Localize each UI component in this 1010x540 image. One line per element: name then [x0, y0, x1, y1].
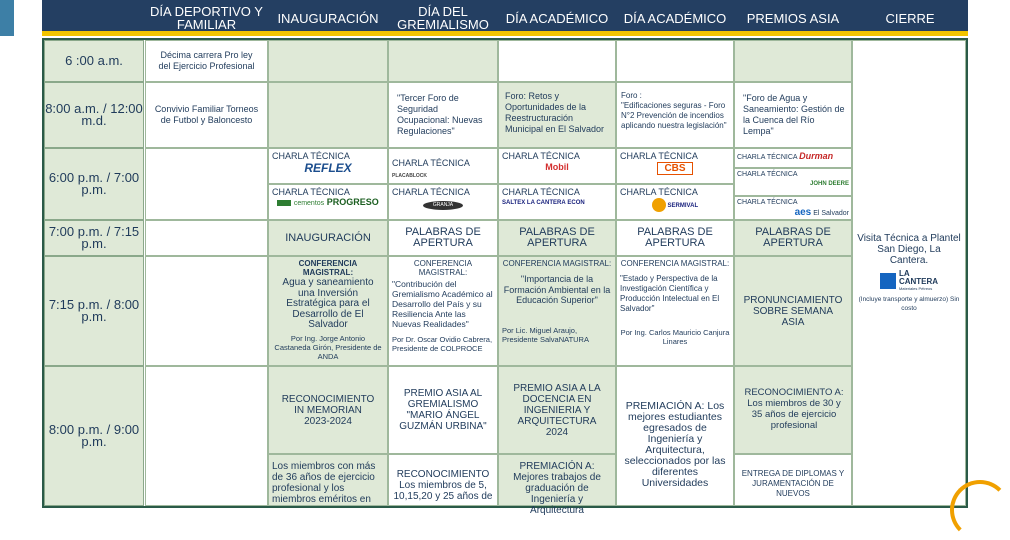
cell-juramentacion: ENTREGA DE DIPLOMAS Y JURAMENTACIÓN DE NUEVOS — [734, 454, 852, 506]
header-cierre: CIERRE — [885, 10, 935, 26]
cell-in-memorian: RECONOCIMIENTO IN MEMORIAN 2023-2024 — [268, 366, 388, 454]
cell-carrera: Décima carrera Pro ley del Ejercicio Profesional — [145, 40, 268, 82]
visita-tecnica: Visita Técnica a Plantel San Diego, La Cantera. — [857, 233, 961, 266]
charla-label: CHARLA TÉCNICA — [272, 151, 350, 161]
cell-reconocimiento-36: Los miembros con más de 36 años de ejercicio profesional y los miembros eméritos en — [268, 454, 388, 506]
cell-empty — [145, 220, 268, 256]
cell-empty — [388, 40, 498, 82]
conferencia-label: CONFERENCIA MAGISTRAL: — [298, 259, 358, 277]
time-row-4: 7:00 p.m. / 7:15 p.m. — [44, 220, 144, 256]
la-cantera-logo-sub: Materiales Pétreos — [898, 286, 933, 291]
cbs-logo: CBS — [657, 162, 692, 175]
granja-logo: GRANJA — [423, 201, 463, 210]
la-cantera-logo-line1: LA — [898, 269, 910, 278]
time-row-1: 6 :00 a.m. — [44, 40, 144, 82]
cell-foro-municipal: Foro: Retos y Oportunidades de la Reestructuración Municipal en El Salvador — [498, 82, 616, 148]
mobil-logo: Mobil — [545, 162, 569, 172]
header-gremialismo: DÍA DEL GREMIALISMO — [397, 4, 489, 32]
cell-inauguracion: INAUGURACIÓN — [268, 220, 388, 256]
cell-empty — [616, 40, 734, 82]
cell-convivio: Convivio Familiar Torneos de Futbol y Baloncesto — [145, 82, 268, 148]
cell-foro-seguridad: "Tercer Foro de Seguridad Ocupacional: Nuevas Regulaciones" — [388, 82, 498, 148]
aes-logo: aes — [794, 207, 812, 218]
cell-charla-durman — [734, 148, 852, 168]
cell-empty — [145, 256, 268, 366]
conferencia-speaker: Por Ing. Carlos Mauricio Canjura Linares — [620, 328, 730, 346]
econ-logo: ECON — [567, 200, 585, 206]
foro-label: Foro : — [621, 91, 642, 100]
header-inauguracion: INAUGURACIÓN — [277, 10, 379, 26]
header-deportivo: DÍA DEPORTIVO Y FAMILIAR — [150, 4, 263, 32]
progreso-logo: PROGRESO — [326, 197, 379, 207]
la-cantera-logo-line2: CANTERA — [898, 277, 939, 286]
la-cantera-logo — [880, 270, 938, 291]
decorative-arc — [950, 480, 1010, 540]
cell-reconocimiento-30: RECONOCIMIENTO A: Los miembros de 30 y 35 años de ejercicio profesional — [734, 366, 852, 454]
placablock-logo: PLACABLOCK — [392, 173, 427, 179]
charla-label: CHARLA TÉCNICA — [620, 151, 698, 161]
cell-empty — [268, 40, 388, 82]
cierre-note: (Incluye transporte y almuerzo) Sin costo — [858, 296, 960, 312]
cell-conferencia-canjura — [616, 256, 734, 366]
header-academico-2: DÍA ACADÉMICO — [623, 10, 727, 26]
cell-apertura: PALABRAS DE APERTURA — [734, 220, 852, 256]
charla-label: CHARLA TÉCNICA — [620, 187, 698, 197]
cell-premiacion-trabajos: PREMIACIÓN A: Mejores trabajos de graduación de Ingeniería y Arquitectura — [498, 454, 616, 506]
cell-charla-saltex — [498, 184, 616, 220]
cell-conferencia-anda — [268, 256, 388, 366]
cell-charla-granja — [388, 184, 498, 220]
cell-apertura: PALABRAS DE APERTURA — [616, 220, 734, 256]
cell-empty — [268, 82, 388, 148]
time-row-6: 8:00 p.m. / 9:00 p.m. — [44, 366, 144, 506]
cell-charla-sermival — [616, 184, 734, 220]
cementos-text: cementos — [293, 200, 325, 207]
cell-premio-docencia: PREMIO ASIA A LA DOCENCIA EN INGENIERIA Y ARQUITECTURA 2024 — [498, 366, 616, 454]
cell-pronunciamiento: PRONUNCIAMIENTO SOBRE SEMANA ASIA — [734, 256, 852, 366]
charla-label: CHARLA TÉCNICA — [737, 171, 798, 178]
foro-edificaciones-text: "Edificaciones seguras - Foro N°2 Prevención de incendios aplicando nuestra legislación" — [621, 101, 727, 130]
charla-label: CHARLA TÉCNICA — [737, 199, 798, 206]
progreso-mark-icon — [277, 200, 291, 206]
cell-cierre — [852, 40, 966, 506]
time-row-2: 8:00 a.m. / 12:00 m.d. — [44, 82, 144, 148]
time-row-3: 6:00 p.m. / 7:00 p.m. — [44, 148, 144, 220]
conferencia-speaker: Por Lic. Miguel Araujo, Presidente SalvaNATURA — [502, 325, 589, 344]
saltex-logo: SALTEX — [502, 200, 526, 206]
conferencia-speaker: Por Ing. Jorge Antonio Castaneda Girón, Presidente de ANDA — [274, 333, 382, 361]
reflex-logo: REFLEX — [304, 161, 352, 175]
side-tab — [0, 0, 14, 36]
cell-reconocimiento-5: RECONOCIMIENTO Los miembros de 5, 10,15,20 y 25 años de — [388, 454, 498, 506]
cell-charla-mobil — [498, 148, 616, 184]
cell-apertura: PALABRAS DE APERTURA — [498, 220, 616, 256]
la-cantera-mark-icon — [880, 273, 896, 289]
charla-label: CHARLA TÉCNICA — [272, 187, 350, 197]
conferencia-title: Agua y saneamiento una Inversión Estratégica para el Desarrollo de El Salvador — [282, 277, 374, 330]
cell-charla-reflex — [268, 148, 388, 184]
cell-foro-edificaciones — [616, 82, 734, 148]
conferencia-title: "Contribución del Gremialismo Académico al Desarrollo del País y su Resiliencia Ante las Nuevas Realidades" — [392, 279, 493, 329]
sermival-logo: SERMIVAL — [667, 202, 699, 209]
charla-label: CHARLA TÉCNICA — [392, 187, 470, 197]
charla-label: CHARLA TÉCNICA — [737, 154, 798, 161]
header-academico-1: DÍA ACADÉMICO — [505, 10, 609, 26]
cell-apertura: PALABRAS DE APERTURA — [388, 220, 498, 256]
conferencia-label: CONFERENCIA MAGISTRAL: — [502, 259, 612, 268]
charla-label: CHARLA TÉCNICA — [502, 151, 580, 161]
cell-empty — [145, 366, 268, 506]
johndeere-logo: JOHN DEERE — [809, 181, 849, 187]
charla-label: CHARLA TÉCNICA — [502, 187, 580, 197]
cell-charla-progreso — [268, 184, 388, 220]
aes-country: El Salvador — [813, 210, 849, 217]
time-row-5: 7:15 p.m. / 8:00 p.m. — [44, 256, 144, 366]
cell-charla-johndeere — [734, 168, 852, 196]
cell-charla-placablock — [388, 148, 498, 184]
cell-empty — [498, 40, 616, 82]
sermival-mark-icon — [652, 198, 666, 212]
lacantera-small-logo: LA CANTERA — [526, 200, 566, 206]
cell-empty — [734, 40, 852, 82]
cell-premio-gremialismo: PREMIO ASIA AL GREMIALISMO "MARIO ÁNGEL GUZMÁN URBINA" — [388, 366, 498, 454]
cell-empty — [145, 148, 268, 220]
cell-conferencia-colproce — [388, 256, 498, 366]
header-premios: PREMIOS ASIA — [746, 10, 840, 26]
conferencia-label: CONFERENCIA MAGISTRAL: — [413, 259, 473, 277]
cell-foro-agua: "Foro de Agua y Saneamiento: Gestión de la Cuenca del Río Lempa" — [734, 82, 852, 148]
cell-premiacion-estudiantes: PREMIACIÓN A: Los mejores estudiantes egresados de Ingeniería y Arquitectura, seleccionados por las diferentes Universidades — [616, 366, 734, 506]
cell-charla-aes — [734, 196, 852, 220]
conferencia-label: CONFERENCIA MAGISTRAL: — [620, 259, 730, 268]
conferencia-speaker: Por Dr. Oscar Ovidio Cabrera, Presidente de COLPROCE — [392, 335, 493, 353]
conferencia-title: "Estado y Perspectiva de la Investigación Científica y Producción Intelectual en El Salvador" — [620, 274, 720, 313]
cell-charla-cbs — [616, 148, 734, 184]
durman-logo: Durman — [799, 151, 834, 161]
cell-conferencia-salvanatura — [498, 256, 616, 366]
conferencia-title: "Importancia de la Formación Ambiental en la Educación Superior" — [503, 274, 611, 305]
charla-label: CHARLA TÉCNICA — [392, 158, 470, 168]
